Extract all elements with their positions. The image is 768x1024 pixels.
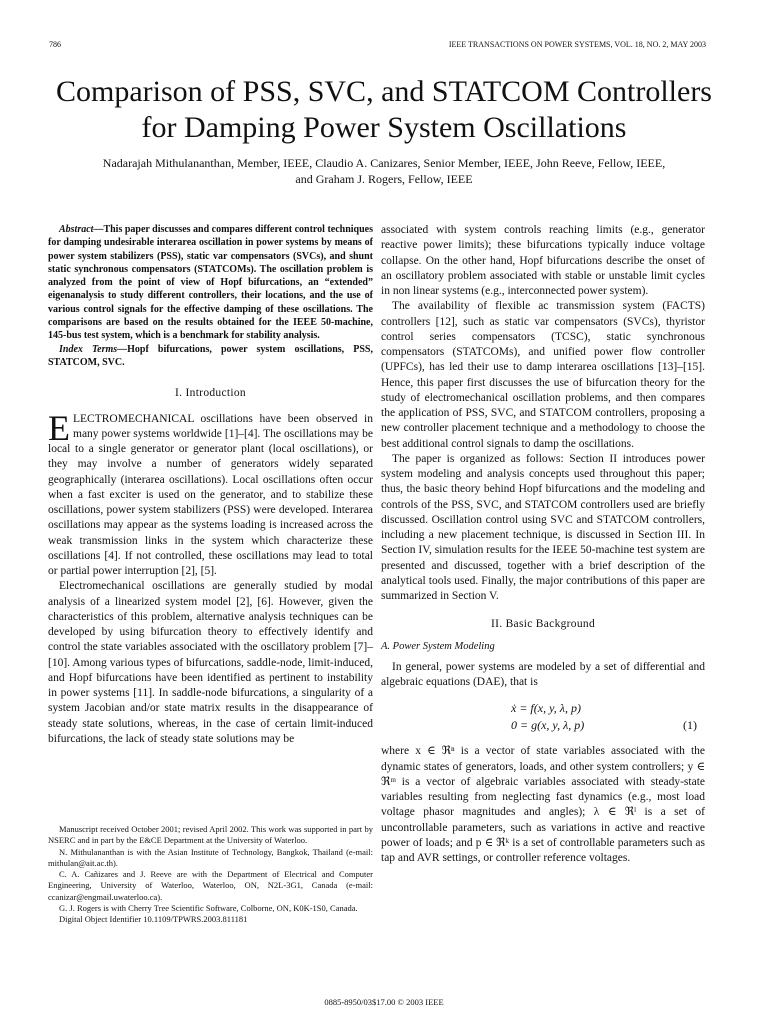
title-line-2: for Damping Power System Oscillations — [141, 111, 627, 144]
footnote-author-3: G. J. Rogers is with Cherry Tree Scientific Software, Colborne, ON, K0K-1S0, Canada. — [59, 903, 358, 914]
footnote-author-1: N. Mithulananthan is with the Asian Institute of Technology, Bangkok, Thailand (e-mail: mithulan@ait.ac.th). — [48, 846, 373, 868]
intro-paragraph-1 — [48, 407, 373, 580]
paragraph-organization: The paper is organized as follows: Section II introduces power system modeling and analysis concepts used throughout this paper; thus, the basic theory behind Hopf bifurcations and the modeling and controls of the PSS, SVC, and STATCOM controllers used are briefly discussed. Oscillation control using SVC and STATCOM controllers, including a new placement technique, is discussed in Section III. In Section IV, simulation results for the IEEE 50-machine test system are presented and discussed, together with a brief description of the analytical tools used. Finally, the major contributions of this paper are summarized in Section V. — [381, 452, 705, 602]
title-line-1: Comparison of PSS, SVC, and STATCOM Controllers — [56, 75, 712, 108]
paragraph-variables: where x ∈ ℜⁿ is a vector of state variables associated with the dynamic states of generators, loads, and other system controllers; y ∈ ℜᵐ is a vector of algebraic variables associated with steady-state variables resulting from neglecting fast dynamics (e.g., most load voltage phasor magnitudes and angles); λ ∈ ℜˡ is a set of uncontrollable parameters, such as variations in active and reactive power of loads; and p ∈ ℜᵏ is a set of controllable parameters such as tap and AVR settings, or controller reference voltages. — [381, 745, 705, 864]
footer-issn: 0885-8950/03$17.00 © 2003 IEEE — [324, 997, 444, 1007]
equation-number: (1) — [683, 718, 697, 733]
abstract-label: Abstract— — [59, 224, 104, 235]
paragraph-continued: associated with system controls reaching limits (e.g., generator reactive power limits); these bifurcations typically induce voltage collapse. On the other hand, Hopf bifurcations describe the onset of an oscillatory problem associated with stable or unstable limit cycles in non linear systems (e.g., interconnected power system). — [381, 224, 705, 297]
left-column — [48, 223, 373, 747]
intro-paragraph-2: Electromechanical oscillations are generally studied by modal analysis of a linearized system model [2], [6]. However, given the characteristics of this problem, alternative analysis techniques can be developed by using bifurcation theory to effectively identify and control the state variables associated with the oscillatory problem [7]–[10]. Among various types of bifurcations, saddle-node, limit-induced, and Hopf bifurcations have been identified as pertinent to instability in power systems [11]. In saddle-node bifurcations, a singularity of a system Jacobian and/or state matrix results in the disappearance of steady state solutions, whereas, in the case of certain limit-induced bifurcations, the lack of steady state solutions may be — [48, 580, 373, 745]
subsection-heading-modeling: A. Power System Modeling — [381, 640, 495, 652]
right-column — [381, 223, 705, 866]
drop-cap: E — [48, 407, 70, 448]
author-list — [30, 155, 738, 187]
index-terms-label: Index Terms— — [59, 343, 128, 355]
journal-header: IEEE TRANSACTIONS ON POWER SYSTEMS, VOL. 18, NO. 2, MAY 2003 — [448, 40, 706, 49]
equation-line-1: ẋ = f(x, y, λ, p) — [511, 701, 581, 716]
section-heading-introduction: I. Introduction — [175, 387, 246, 400]
section-heading-basic-background: II. Basic Background — [490, 618, 596, 631]
paper-title — [30, 74, 738, 146]
page-number: 786 — [49, 40, 61, 49]
abstract-text: This paper discusses and compares different control techniques for damping undesirable interarea oscillation in power systems by means of power system stabilizers (PSS), static var compensators (SVCs), and shunt static synchronous compensators (STATCOMs). The oscillation problem is analyzed from the point of view of Hopf bifurcations, an “extended” eigenanalysis to study different controllers, their locations, and the use of various control signals for the effective damping of these oscillations. The comparisons are based on the results obtained for the IEEE 50-machine, 145-bus test system, which is a benchmark for stability analysis. — [48, 224, 374, 342]
authors-line-2: and Graham J. Rogers, Fellow, IEEE — [295, 172, 473, 186]
index-terms — [48, 343, 373, 370]
footnote-author-2: C. A. Cañizares and J. Reeve are with the Department of Electrical and Computer Engineering, University of Waterloo, Waterloo, ON, N2L-3G1, Canada (e-mail: ccanizar@engmail.uwaterloo.ca). — [48, 869, 373, 902]
authors-line-1: Nadarajah Mithulananthan, Member, IEEE, Claudio A. Canizares, Senior Member, IEEE, John Reeve, Fellow, IEEE, — [102, 156, 666, 170]
footnotes — [48, 824, 373, 926]
intro-paragraph-1-text: LECTROMECHANICAL oscillations have been observed in many power systems worldwide [1]–[4]. The oscillations may be local to a single generator or generator plant (local oscillations), or they may involve a number of generators widely separated geographically (interarea oscillations). Local oscillations often occur when a fast exciter is used on the generator, and to stabilize these oscillations, power system stabilizers (PSS) were developed. Interarea oscillations may appear as the systems loading is increased across the weak transmission links in the system which characterize these oscillations [4]. If not controlled, these oscillations may lead to total or partial power interruption [2], [5]. — [48, 412, 373, 578]
equation-line-2: 0 = g(x, y, λ, p) — [511, 718, 585, 733]
abstract — [48, 223, 373, 343]
equation-1 — [381, 699, 705, 735]
footnote-doi: Digital Object Identifier 10.1109/TPWRS.2003.811181 — [59, 914, 248, 925]
footnote-manuscript: Manuscript received October 2001; revised April 2002. This work was supported in part by NSERC and in part by the E&CE Department at the University of Waterloo. — [48, 824, 373, 846]
index-terms-text: Hopf bifurcations, power system oscillations, PSS, STATCOM, SVC. — [48, 343, 373, 368]
paragraph-dae: In general, power systems are modeled by a set of differential and algebraic equations (DAE), that is — [381, 660, 705, 688]
paragraph-facts: The availability of flexible ac transmission system (FACTS) controllers [12], such as static var compensators (SVCs), thyristor control series compensators (TCSC), static synchronous compensators (STATCOMs), and unified power flow controller (UPFCs), has led their use to damp interarea oscillations [13]–[15]. Hence, this paper first discusses the use of bifurcation theory for the study of electromechanical oscillation problems, and then compares the application of PSS, SVC, and STATCOM controllers, proposing a new controller placement technique and a methodology to choose the best additional control signals to damp the oscillations. — [381, 300, 705, 450]
